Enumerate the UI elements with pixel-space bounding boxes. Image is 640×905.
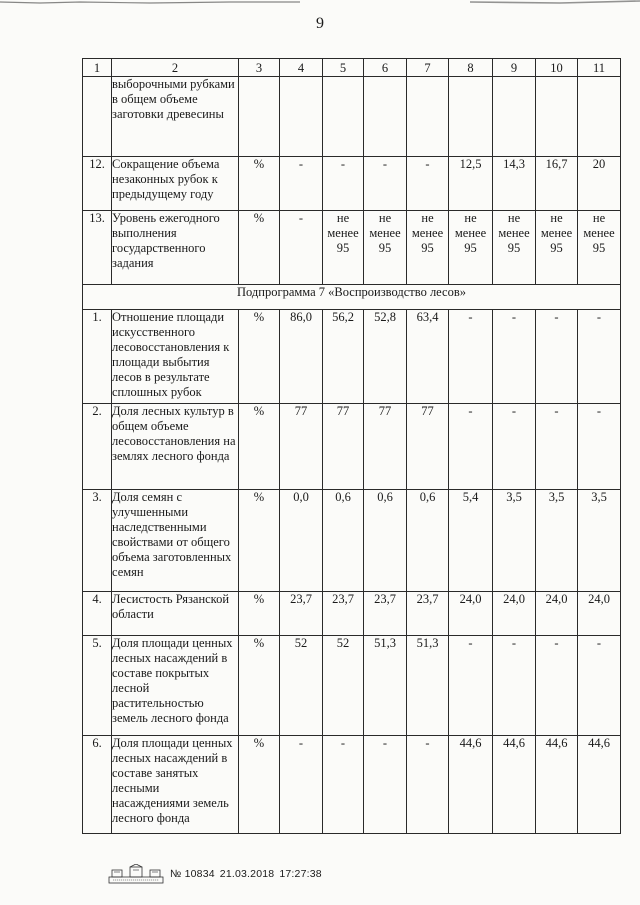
value-cell: - bbox=[323, 736, 364, 834]
table-row bbox=[83, 736, 621, 834]
value-cell: - bbox=[578, 636, 621, 736]
unit-cell: % bbox=[239, 157, 280, 211]
value-cell: - bbox=[280, 736, 323, 834]
value-cell: 51,3 bbox=[364, 636, 407, 736]
table-row bbox=[83, 77, 621, 157]
value-cell: - bbox=[449, 310, 493, 404]
scan-edge-artifact bbox=[0, 0, 640, 8]
value-cell: - bbox=[536, 310, 578, 404]
value-cell: 52,8 bbox=[364, 310, 407, 404]
row-number-cell: 1. bbox=[83, 310, 112, 404]
value-cell: - bbox=[536, 404, 578, 490]
value-cell: 77 bbox=[407, 404, 449, 490]
value-cell: - bbox=[449, 404, 493, 490]
value-cell: 3,5 bbox=[493, 490, 536, 592]
row-number-cell: 6. bbox=[83, 736, 112, 834]
value-cell: - bbox=[323, 157, 364, 211]
table-row bbox=[83, 404, 621, 490]
value-cell: не менее 95 bbox=[364, 211, 407, 285]
unit-cell: % bbox=[239, 310, 280, 404]
value-cell: 0,6 bbox=[323, 490, 364, 592]
value-cell: 51,3 bbox=[407, 636, 449, 736]
value-cell: 63,4 bbox=[407, 310, 449, 404]
value-cell: 44,6 bbox=[493, 736, 536, 834]
value-cell: 23,7 bbox=[323, 592, 364, 636]
value-cell bbox=[280, 77, 323, 157]
unit-cell: % bbox=[239, 404, 280, 490]
value-cell: 24,0 bbox=[536, 592, 578, 636]
table-row bbox=[83, 310, 621, 404]
header-cell: 6 bbox=[364, 59, 407, 77]
header-cell: 8 bbox=[449, 59, 493, 77]
unit-cell: % bbox=[239, 736, 280, 834]
value-cell: 24,0 bbox=[578, 592, 621, 636]
indicators-table bbox=[82, 58, 621, 834]
value-cell: - bbox=[493, 404, 536, 490]
value-cell: - bbox=[407, 736, 449, 834]
value-cell: 44,6 bbox=[578, 736, 621, 834]
value-cell: 23,7 bbox=[280, 592, 323, 636]
value-cell: 24,0 bbox=[493, 592, 536, 636]
value-cell: 56,2 bbox=[323, 310, 364, 404]
value-cell: 86,0 bbox=[280, 310, 323, 404]
value-cell: - bbox=[407, 157, 449, 211]
value-cell: 44,6 bbox=[536, 736, 578, 834]
value-cell: 77 bbox=[364, 404, 407, 490]
value-cell: - bbox=[280, 211, 323, 285]
value-cell: - bbox=[493, 636, 536, 736]
unit-cell: % bbox=[239, 211, 280, 285]
value-cell: 14,3 bbox=[493, 157, 536, 211]
table-row bbox=[83, 636, 621, 736]
table-row bbox=[83, 157, 621, 211]
indicator-name-cell: Доля семян с улучшенными наследственными свойствами от общего объема заготовленных семян bbox=[112, 490, 239, 592]
section-title: Подпрограмма 7 «Воспроизводство лесов» bbox=[83, 285, 621, 310]
value-cell: - bbox=[280, 157, 323, 211]
header-cell: 1 bbox=[83, 59, 112, 77]
value-cell: - bbox=[536, 636, 578, 736]
value-cell bbox=[323, 77, 364, 157]
table-row bbox=[83, 592, 621, 636]
value-cell: не менее 95 bbox=[323, 211, 364, 285]
table-row bbox=[83, 490, 621, 592]
value-cell: 12,5 bbox=[449, 157, 493, 211]
header-cell: 11 bbox=[578, 59, 621, 77]
value-cell: 44,6 bbox=[449, 736, 493, 834]
indicator-name-cell: Лесистость Рязанской области bbox=[112, 592, 239, 636]
unit-cell bbox=[239, 77, 280, 157]
value-cell: 0,6 bbox=[364, 490, 407, 592]
value-cell: 3,5 bbox=[578, 490, 621, 592]
value-cell: 0,6 bbox=[407, 490, 449, 592]
value-cell: - bbox=[364, 736, 407, 834]
value-cell bbox=[364, 77, 407, 157]
value-cell: не менее 95 bbox=[493, 211, 536, 285]
indicator-name-cell: Сокращение объема незаконных рубок к предыдущему году bbox=[112, 157, 239, 211]
row-number-cell: 13. bbox=[83, 211, 112, 285]
footer-stamp bbox=[108, 863, 327, 885]
value-cell: 23,7 bbox=[407, 592, 449, 636]
header-cell: 5 bbox=[323, 59, 364, 77]
header-cell: 3 bbox=[239, 59, 280, 77]
page-number: 9 bbox=[316, 15, 324, 32]
value-cell bbox=[578, 77, 621, 157]
value-cell: - bbox=[578, 404, 621, 490]
section-row bbox=[83, 285, 621, 310]
footer-doc-number: № 10834 bbox=[170, 868, 215, 880]
value-cell: не менее 95 bbox=[407, 211, 449, 285]
header-cell: 4 bbox=[280, 59, 323, 77]
footer-registration-text bbox=[170, 868, 327, 880]
row-number-cell bbox=[83, 77, 112, 157]
value-cell: 5,4 bbox=[449, 490, 493, 592]
value-cell: 24,0 bbox=[449, 592, 493, 636]
value-cell: не менее 95 bbox=[536, 211, 578, 285]
value-cell bbox=[407, 77, 449, 157]
value-cell: - bbox=[493, 310, 536, 404]
footer-date: 21.03.2018 bbox=[219, 868, 275, 880]
value-cell: - bbox=[364, 157, 407, 211]
indicator-name-cell: Доля лесных культур в общем объеме лесовосстановления на землях лесного фонда bbox=[112, 404, 239, 490]
value-cell: 20 bbox=[578, 157, 621, 211]
unit-cell: % bbox=[239, 592, 280, 636]
value-cell: 3,5 bbox=[536, 490, 578, 592]
value-cell: не менее 95 bbox=[578, 211, 621, 285]
value-cell: 52 bbox=[323, 636, 364, 736]
indicator-name-cell: Уровень ежегодного выполнения государственного задания bbox=[112, 211, 239, 285]
value-cell: 52 bbox=[280, 636, 323, 736]
table-row bbox=[83, 211, 621, 285]
value-cell bbox=[493, 77, 536, 157]
indicator-name-cell: Доля площади ценных лесных насаждений в составе занятых лесными насаждениями земель лесного фонда bbox=[112, 736, 239, 834]
row-number-cell: 3. bbox=[83, 490, 112, 592]
value-cell: 77 bbox=[323, 404, 364, 490]
header-cell: 7 bbox=[407, 59, 449, 77]
value-cell: 0,0 bbox=[280, 490, 323, 592]
row-number-cell: 2. bbox=[83, 404, 112, 490]
value-cell bbox=[536, 77, 578, 157]
value-cell: 77 bbox=[280, 404, 323, 490]
unit-cell: % bbox=[239, 636, 280, 736]
table-header-row bbox=[83, 59, 621, 77]
header-cell: 10 bbox=[536, 59, 578, 77]
value-cell: 16,7 bbox=[536, 157, 578, 211]
header-cell: 9 bbox=[493, 59, 536, 77]
footer-time: 17:27:38 bbox=[279, 868, 322, 880]
indicator-name-cell: Отношение площади искусственного лесовосстановления к площади выбытия лесов в результате сплошных рубок bbox=[112, 310, 239, 404]
value-cell bbox=[449, 77, 493, 157]
row-number-cell: 12. bbox=[83, 157, 112, 211]
header-cell: 2 bbox=[112, 59, 239, 77]
indicator-name-cell: выборочными рубками в общем объеме заготовки древесины bbox=[112, 77, 239, 157]
value-cell: - bbox=[578, 310, 621, 404]
value-cell: не менее 95 bbox=[449, 211, 493, 285]
row-number-cell: 4. bbox=[83, 592, 112, 636]
unit-cell: % bbox=[239, 490, 280, 592]
value-cell: 23,7 bbox=[364, 592, 407, 636]
row-number-cell: 5. bbox=[83, 636, 112, 736]
document-registry-logo bbox=[108, 864, 164, 884]
indicator-name-cell: Доля площади ценных лесных насаждений в составе покрытых лесной растительностью земель лесного фонда bbox=[112, 636, 239, 736]
value-cell: - bbox=[449, 636, 493, 736]
